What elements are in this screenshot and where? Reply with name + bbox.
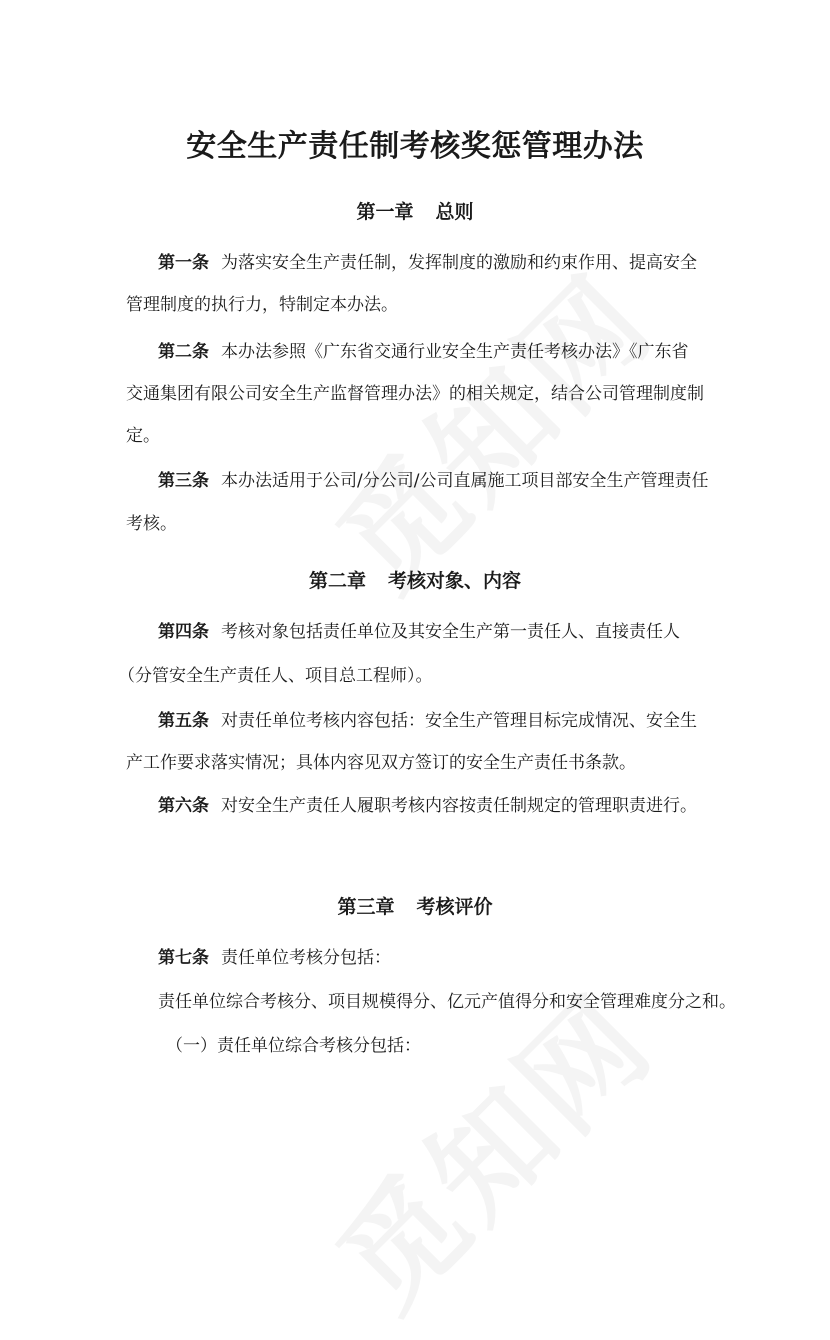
- article-7-line: 责任单位综合考核分、项目规模得分、亿元产值得分和安全管理难度分之和。: [158, 992, 736, 1012]
- article-text: 对安全生产责任人履职考核内容按责任制规定的管理职责进行。: [221, 796, 697, 816]
- chapter-heading: [0, 566, 830, 593]
- chapter-number: 第三章: [337, 896, 395, 918]
- article-text: 责任单位考核分包括：: [221, 948, 391, 968]
- chapter-number: 第二章: [308, 570, 366, 592]
- article-text: 本办法适用于公司/分公司/公司直属施工项目部安全生产管理责任: [221, 471, 709, 491]
- article-7-line: [158, 946, 391, 970]
- chapter-name: 考核评价: [416, 896, 493, 918]
- article-4-line: [158, 620, 680, 644]
- article-4-line: （分管安全生产责任人、项目总工程师）。: [118, 666, 433, 686]
- article-1-line: [158, 251, 697, 275]
- article-3-line: [158, 469, 708, 493]
- article-text: 对责任单位考核内容包括：安全生产管理目标完成情况、安全生: [221, 711, 697, 731]
- chapter-number: 第一章: [356, 201, 414, 223]
- article-label: 第六条: [158, 796, 209, 816]
- chapter-name: 考核对象、内容: [388, 570, 522, 592]
- article-5-line: [158, 709, 697, 733]
- article-text: 本办法参照《广东省交通行业安全生产责任考核办法》《广东省: [221, 342, 689, 362]
- article-2-line: 交通集团有限公司安全生产监督管理办法》的相关规定，结合公司管理制度制: [126, 384, 704, 404]
- document-title: 安全生产责任制考核奖惩管理办法: [186, 129, 644, 164]
- article-1-line: 管理制度的执行力，特制定本办法。: [126, 295, 398, 315]
- article-7-line: （一）责任单位综合考核分包括：: [166, 1036, 421, 1056]
- chapter-heading: [0, 892, 830, 919]
- article-text: 考核对象包括责任单位及其安全生产第一责任人、直接责任人: [221, 622, 680, 642]
- article-label: 第一条: [158, 253, 209, 273]
- watermark: [295, 232, 684, 621]
- article-6-line: [158, 794, 697, 818]
- article-label: 第七条: [158, 948, 209, 968]
- article-label: 第三条: [158, 471, 209, 491]
- chapter-heading: [0, 197, 830, 224]
- article-label: 第二条: [158, 342, 209, 362]
- chapter-name: 总则: [435, 201, 474, 223]
- article-label: 第五条: [158, 711, 209, 731]
- article-3-line: 考核。: [126, 514, 177, 534]
- article-5-line: 产工作要求落实情况；具体内容见双方签订的安全生产责任书条款。: [126, 753, 636, 773]
- article-2-line: 定。: [126, 426, 160, 446]
- article-2-line: [158, 340, 689, 364]
- article-text: 为落实安全生产责任制，发挥制度的激励和约束作用、提高安全: [221, 253, 697, 273]
- article-label: 第四条: [158, 622, 209, 642]
